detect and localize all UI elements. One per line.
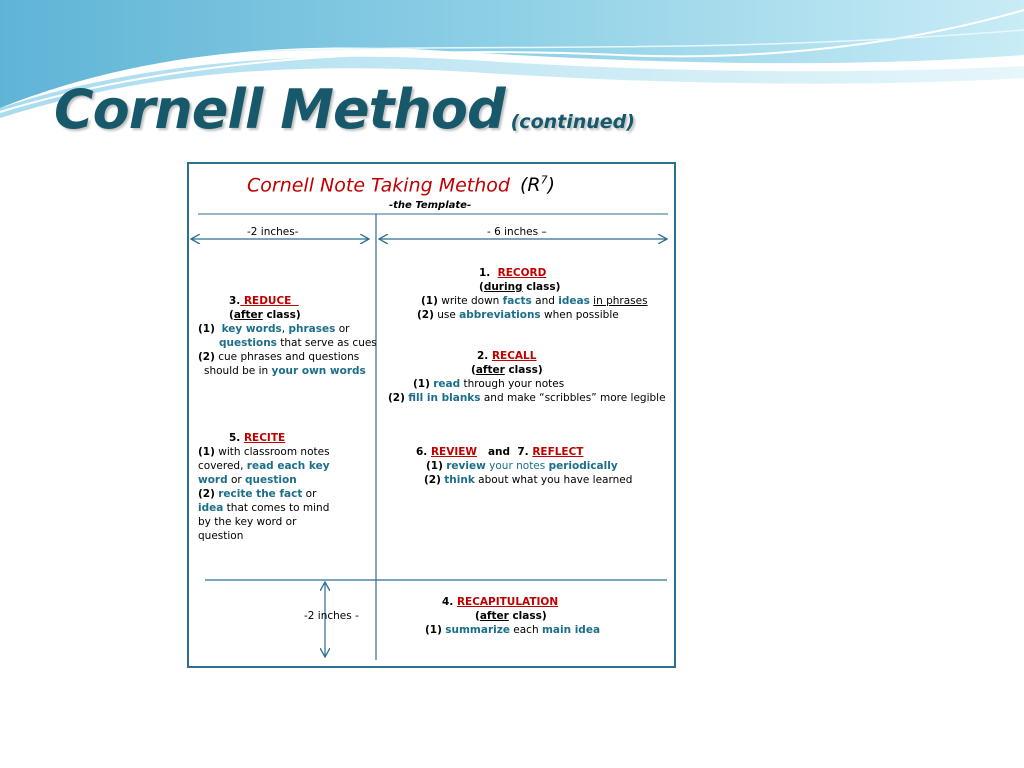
recall-title-line — [477, 350, 536, 362]
reduce-title-line — [229, 295, 299, 307]
recall-read: read — [433, 378, 461, 390]
heading-close: ) — [547, 174, 556, 197]
template-heading — [247, 174, 555, 196]
review-num: 6. — [416, 446, 428, 458]
recite-question: question — [245, 474, 297, 486]
record-when-close: class) — [522, 281, 561, 293]
left-width-label: -2 inches- — [247, 226, 299, 238]
slide-title-text: Cornell Method — [54, 78, 505, 141]
record-facts: facts — [502, 295, 532, 307]
record-l2-b: when possible — [540, 309, 619, 321]
recall-line-1 — [413, 378, 564, 390]
review-title: REVIEW — [430, 446, 477, 458]
review-periodically: periodically — [548, 460, 618, 472]
reduce-line-1 — [198, 323, 349, 335]
record-l1-a: write down — [437, 295, 503, 307]
recite-l1-num: (1) — [198, 446, 215, 458]
heading-text: Cornell Note Taking Method — [247, 174, 510, 197]
reduce-l1-num: (1) — [198, 323, 215, 335]
record-l1-and: and — [531, 295, 559, 307]
record-title-line — [479, 267, 546, 279]
recall-title: RECALL — [491, 350, 537, 362]
reduce-l1-comma: , — [281, 323, 286, 335]
recite-read-each-key: read each key — [246, 460, 330, 472]
reflect-title: REFLECT — [532, 446, 584, 458]
review-l2-num: (2) — [424, 474, 441, 486]
reduce-when-close: class) — [262, 309, 301, 321]
recall-l1-rest: through your notes — [460, 378, 565, 390]
record-l1-num: (1) — [421, 295, 438, 307]
recap-each: each — [509, 624, 542, 636]
record-ideas: ideas — [558, 295, 590, 307]
right-width-label: - 6 inches – — [487, 226, 547, 238]
recap-num: 4. — [442, 596, 454, 608]
recite-line-7: question — [198, 530, 244, 542]
record-when-word: during — [483, 281, 523, 293]
record-title: RECORD — [497, 267, 547, 279]
recite-l5-rest: that comes to mind — [223, 502, 330, 514]
recap-when-word: after — [479, 610, 509, 622]
record-l2-num: (2) — [417, 309, 434, 321]
recall-fill-in-blanks: fill in blanks — [408, 392, 481, 404]
reduce-l4-a: should be in — [204, 365, 272, 377]
heading-r7 — [520, 174, 555, 196]
recite-num: 5. — [229, 432, 241, 444]
recite-line-2 — [198, 460, 330, 472]
reduce-your-own-words: your own words — [271, 365, 366, 377]
reduce-key-words: key words — [221, 323, 282, 335]
recite-the-fact: recite the fact — [218, 488, 303, 500]
review-line-1 — [426, 460, 618, 472]
recite-l4-num: (2) — [198, 488, 215, 500]
recite-l1-rest: with classroom notes — [214, 446, 330, 458]
recap-main-idea: main idea — [541, 624, 601, 636]
review-your-notes: your notes — [485, 460, 549, 472]
recite-l3-or: or — [227, 474, 246, 486]
reduce-l1-or: or — [335, 323, 350, 335]
heading-r: (R — [520, 174, 541, 197]
recap-title-line — [442, 596, 558, 608]
reduce-line-2 — [219, 337, 377, 349]
recall-when — [471, 364, 543, 376]
review-think: think — [444, 474, 475, 486]
recite-l2-a: covered, — [198, 460, 247, 472]
recap-when-open: ( — [475, 610, 480, 622]
record-when — [479, 281, 560, 293]
reduce-questions: questions — [219, 337, 277, 349]
reduce-l3-rest: cue phrases and questions — [214, 351, 360, 363]
recite-line-4 — [198, 488, 316, 500]
review-title-line — [416, 446, 583, 458]
review-review: review — [446, 460, 486, 472]
recall-when-word: after — [475, 364, 505, 376]
recall-l2-rest: and make “scribbles” more legible — [480, 392, 666, 404]
reduce-line-3 — [198, 351, 359, 363]
reduce-line-4 — [204, 365, 366, 377]
recall-when-close: class) — [504, 364, 543, 376]
record-abbreviations: abbreviations — [459, 309, 541, 321]
review-line-2 — [424, 474, 632, 486]
recite-title: RECITE — [243, 432, 286, 444]
reduce-l3-num: (2) — [198, 351, 215, 363]
record-num: 1. — [479, 267, 491, 279]
review-l1-num: (1) — [426, 460, 443, 472]
reflect-num: 7. — [517, 446, 529, 458]
recap-summarize: summarize — [445, 624, 510, 636]
record-when-open: ( — [479, 281, 484, 293]
review-and: and — [487, 446, 511, 458]
slide-subtitle: (continued) — [510, 111, 635, 133]
recite-l4-or: or — [302, 488, 317, 500]
cornell-template-panel — [187, 162, 676, 668]
record-line-2 — [417, 309, 619, 321]
recap-when — [475, 610, 547, 622]
review-l2-rest: about what you have learned — [474, 474, 633, 486]
record-line-1 — [421, 295, 648, 307]
recall-l2-num: (2) — [388, 392, 405, 404]
recap-line-1 — [425, 624, 600, 636]
record-l2-a: use — [433, 309, 460, 321]
reduce-title: REDUCE — [240, 295, 299, 307]
recite-idea: idea — [198, 502, 224, 514]
recall-num: 2. — [477, 350, 489, 362]
recite-line-5 — [198, 502, 329, 514]
recap-when-close: class) — [508, 610, 547, 622]
slide-title — [54, 78, 635, 141]
recite-line-1 — [198, 446, 330, 458]
recite-line-3 — [198, 474, 297, 486]
bottom-height-label: -2 inches - — [304, 610, 359, 622]
recap-title: RECAPITULATION — [456, 596, 559, 608]
recap-l1-num: (1) — [425, 624, 442, 636]
record-in-phrases: in phrases — [593, 295, 648, 307]
reduce-num: 3. — [229, 295, 241, 307]
reduce-when — [229, 309, 301, 321]
recite-title-line — [229, 432, 285, 444]
template-lines — [189, 164, 674, 666]
reduce-l2-rest: that serve as cues — [276, 337, 377, 349]
recite-line-6: by the key word or — [198, 516, 297, 528]
reduce-when-open: ( — [229, 309, 234, 321]
reduce-phrases: phrases — [288, 323, 336, 335]
recite-word: word — [198, 474, 228, 486]
heading-sup: 7 — [540, 174, 548, 187]
recall-l1-num: (1) — [413, 378, 430, 390]
template-label: -the Template- — [389, 200, 472, 211]
reduce-when-word: after — [233, 309, 263, 321]
recall-when-open: ( — [471, 364, 476, 376]
recall-line-2 — [388, 392, 666, 404]
